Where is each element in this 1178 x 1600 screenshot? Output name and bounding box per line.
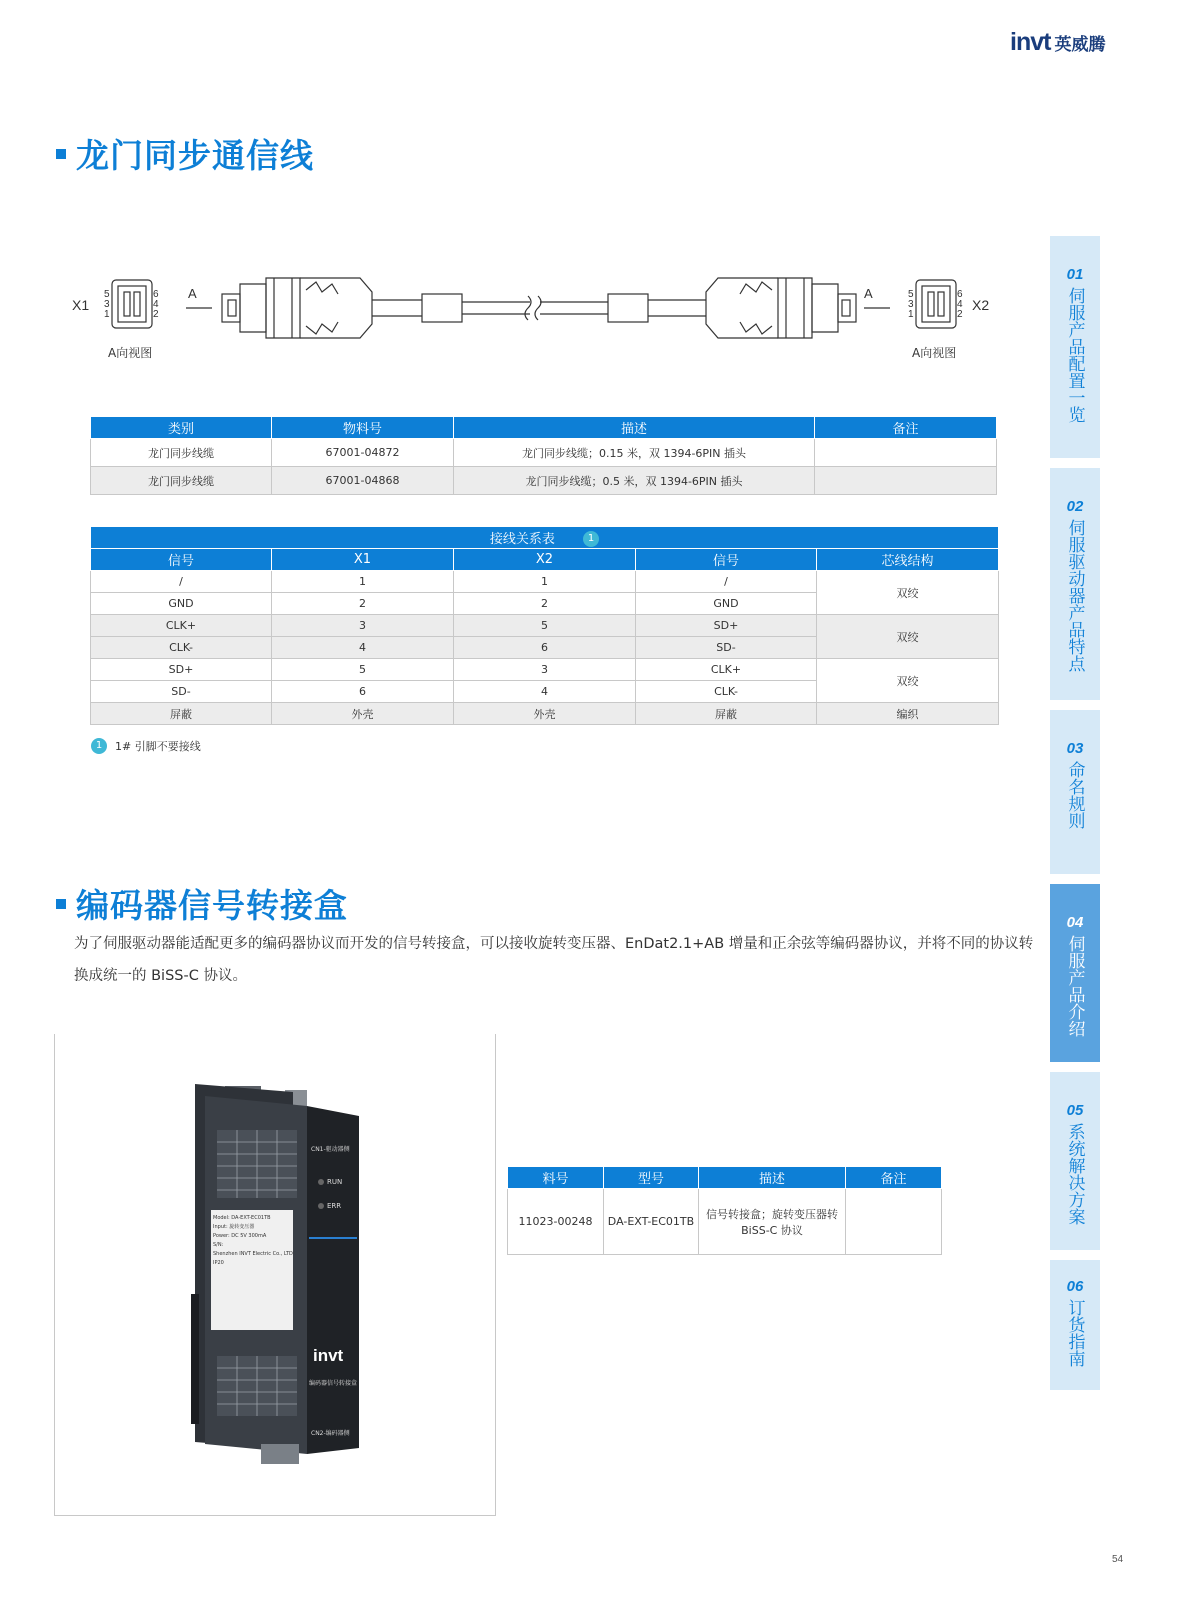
tab-label: 伺服产品介绍 xyxy=(1064,935,1085,1037)
table-cell: 1 xyxy=(454,571,636,593)
table-cell: 5 xyxy=(272,659,454,681)
left-pin-3: 3 xyxy=(104,299,110,310)
section-description: 为了伺服驱动器能适配更多的编码器协议而开发的信号转接盒，可以接收旋转变压器、EnDat2.1+AB 增量和正余弦等编码器协议，并将不同的协议转换成统一的 BiSS-C 协议。 xyxy=(74,936,1034,984)
table-cell: 3 xyxy=(454,659,636,681)
table-cell: 67001-04868 xyxy=(272,467,454,495)
sticker-ip: IP20 xyxy=(213,1260,224,1266)
sidebar-tab-03[interactable] xyxy=(1050,710,1100,874)
title-square-icon xyxy=(56,149,66,159)
header-cell: 描述 xyxy=(454,417,815,439)
tab-number: 04 xyxy=(1066,914,1084,931)
tab-number: 05 xyxy=(1066,1102,1084,1119)
product-name-label: 编码器信号转接盒 xyxy=(309,1380,358,1387)
tab-number: 03 xyxy=(1066,740,1084,757)
header-cell: 信号 xyxy=(91,549,272,571)
table-cell: 4 xyxy=(454,681,636,703)
table-cell: GND xyxy=(91,593,272,615)
header-cell: 备注 xyxy=(815,417,997,439)
table-cell: 双绞 xyxy=(817,659,999,703)
footnote xyxy=(91,738,201,754)
sticker-line: Input: 旋转变压器 xyxy=(213,1224,255,1230)
header-cell: 物料号 xyxy=(272,417,454,439)
wiring-title-row xyxy=(91,527,999,549)
table-header-row xyxy=(91,549,999,571)
cable-table xyxy=(90,416,997,495)
table-row xyxy=(91,615,999,637)
product-led-run: RUN xyxy=(327,1178,343,1186)
table-cell: SD- xyxy=(91,681,272,703)
footnote-text: 1# 引脚不要接线 xyxy=(115,740,201,753)
product-photo-frame xyxy=(54,1034,496,1516)
product-table xyxy=(507,1166,942,1255)
section-title-text: 编码器信号转接盒 xyxy=(76,886,348,925)
note-badge-icon: 1 xyxy=(583,531,599,547)
left-pin-6: 6 xyxy=(153,289,159,300)
table-cell: / xyxy=(91,571,272,593)
table-cell: 外壳 xyxy=(454,703,636,725)
table-cell: 2 xyxy=(454,593,636,615)
table-row xyxy=(91,659,999,681)
header-cell: X2 xyxy=(454,549,636,571)
product-brand: invt xyxy=(313,1346,344,1365)
table-cell: 6 xyxy=(454,637,636,659)
header-cell: 类别 xyxy=(91,417,272,439)
sidebar-tab-05[interactable] xyxy=(1050,1072,1100,1250)
table-cell xyxy=(815,467,997,495)
cable-drawing xyxy=(60,262,1020,372)
table-cell xyxy=(815,439,997,467)
title-square-icon xyxy=(56,899,66,909)
right-view-label: A向视图 xyxy=(912,346,957,360)
left-arrow-label: A xyxy=(188,286,197,301)
header-cell: 备注 xyxy=(846,1167,942,1189)
left-connector-label: X1 xyxy=(72,297,90,313)
table-cell: SD+ xyxy=(636,615,817,637)
table-row xyxy=(508,1189,942,1255)
table-cell: CLK- xyxy=(636,681,817,703)
section-title-cable xyxy=(56,130,314,177)
table-cell: 双绞 xyxy=(817,615,999,659)
table-cell: 67001-04872 xyxy=(272,439,454,467)
right-connector-label: X2 xyxy=(972,297,990,313)
table-cell: 6 xyxy=(272,681,454,703)
table-cell: 1 xyxy=(272,571,454,593)
table-cell: 编织 xyxy=(817,703,999,725)
left-pin-2: 2 xyxy=(153,309,159,320)
right-pin-4: 4 xyxy=(957,299,963,310)
product-photo xyxy=(55,1034,497,1516)
right-pin-5: 5 xyxy=(908,289,914,300)
table-cell: 龙门同步线缆；0.15 米，双 1394-6PIN 插头 xyxy=(454,439,815,467)
table-row xyxy=(91,439,997,467)
tab-number: 01 xyxy=(1066,266,1084,283)
table-cell: 5 xyxy=(454,615,636,637)
right-pin-1: 1 xyxy=(908,309,914,320)
sidebar-tab-01[interactable] xyxy=(1050,236,1100,458)
table-cell: SD- xyxy=(636,637,817,659)
logo-mark: invt xyxy=(1010,28,1051,56)
table-row xyxy=(91,571,999,593)
sticker-line: Model: DA-EXT-EC01TB xyxy=(213,1215,271,1221)
tab-label: 系统解决方案 xyxy=(1064,1123,1085,1225)
tab-label: 伺服产品配置一览 xyxy=(1064,287,1085,423)
sidebar-tab-06[interactable] xyxy=(1050,1260,1100,1390)
product-bottom-label: CN2-编码器侧 xyxy=(311,1430,350,1437)
sticker-line: Power: DC 5V 300mA xyxy=(213,1233,267,1239)
right-arrow-label: A xyxy=(864,286,873,301)
product-led-err: ERR xyxy=(327,1202,342,1210)
section-title-text: 龙门同步通信线 xyxy=(76,136,314,175)
header-cell: 信号 xyxy=(636,549,817,571)
table-cell: 屏蔽 xyxy=(636,703,817,725)
table-cell: DA-EXT-EC01TB xyxy=(604,1189,699,1255)
sticker-line: Shenzhen INVT Electric Co., LTD xyxy=(213,1251,293,1257)
tab-label: 命名规则 xyxy=(1064,761,1085,829)
table-row xyxy=(91,467,997,495)
table-row xyxy=(91,703,999,725)
header-cell: 型号 xyxy=(604,1167,699,1189)
left-pin-4: 4 xyxy=(153,299,159,310)
header-cell: 芯线结构 xyxy=(817,549,999,571)
tab-label: 订货指南 xyxy=(1064,1299,1085,1367)
header-cell: X1 xyxy=(272,549,454,571)
table-cell xyxy=(846,1189,942,1255)
table-cell: CLK- xyxy=(91,637,272,659)
header-cell: 描述 xyxy=(699,1167,846,1189)
right-pin-6: 6 xyxy=(957,289,963,300)
tab-number: 02 xyxy=(1066,498,1084,515)
product-top-label: CN1-驱动器侧 xyxy=(311,1146,350,1153)
table-cell: 龙门同步线缆 xyxy=(91,439,272,467)
brand-logo xyxy=(1010,28,1105,57)
left-pin-5: 5 xyxy=(104,289,110,300)
table-cell: 2 xyxy=(272,593,454,615)
table-cell: 11023-00248 xyxy=(508,1189,604,1255)
wiring-table-title: 接线关系表 xyxy=(489,531,555,547)
sticker-line: S/N: xyxy=(213,1242,224,1248)
table-cell: CLK+ xyxy=(636,659,817,681)
sidebar-tab-04[interactable] xyxy=(1050,884,1100,1062)
header-cell: 料号 xyxy=(508,1167,604,1189)
table-cell: 龙门同步线缆；0.5 米，双 1394-6PIN 插头 xyxy=(454,467,815,495)
tab-label: 伺服驱动器产品特点 xyxy=(1064,519,1085,672)
tab-number: 06 xyxy=(1066,1278,1084,1295)
table-header-row xyxy=(508,1167,942,1189)
section-title-encoder xyxy=(56,880,348,927)
note-badge-icon: 1 xyxy=(91,738,107,754)
cable-diagram xyxy=(60,262,1020,372)
table-cell: CLK+ xyxy=(91,615,272,637)
table-cell: 信号转接盒；旋转变压器转 BiSS-C 协议 xyxy=(699,1189,846,1255)
left-pin-1: 1 xyxy=(104,309,110,320)
logo-cn: 英威腾 xyxy=(1054,35,1106,55)
right-pin-3: 3 xyxy=(908,299,914,310)
table-cell: 3 xyxy=(272,615,454,637)
table-cell: 双绞 xyxy=(817,571,999,615)
table-cell: 屏蔽 xyxy=(91,703,272,725)
table-cell: 龙门同步线缆 xyxy=(91,467,272,495)
table-cell: SD+ xyxy=(91,659,272,681)
sidebar-tab-02[interactable] xyxy=(1050,468,1100,700)
product-sticker xyxy=(213,1214,293,1268)
table-header-row xyxy=(91,417,997,439)
table-cell: / xyxy=(636,571,817,593)
page-number: 54 xyxy=(1112,1554,1124,1565)
left-view-label: A向视图 xyxy=(108,346,153,360)
table-cell: 外壳 xyxy=(272,703,454,725)
wiring-table xyxy=(90,526,999,725)
table-cell: 4 xyxy=(272,637,454,659)
table-cell: GND xyxy=(636,593,817,615)
right-pin-2: 2 xyxy=(957,309,963,320)
